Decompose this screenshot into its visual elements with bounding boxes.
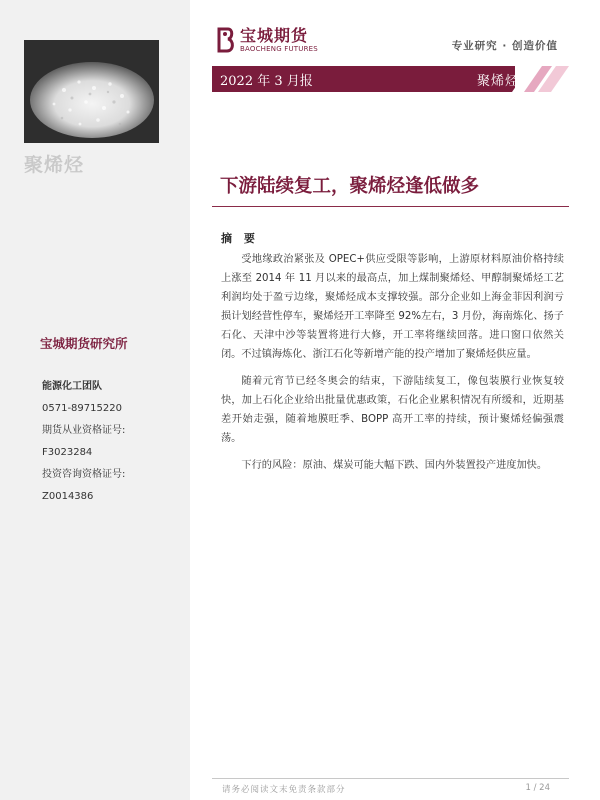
logo-english-name: BAOCHENG FUTURES [240,44,318,53]
page-number: 1 / 24 [525,783,550,793]
sidebar [0,0,190,800]
abstract-body [221,250,564,483]
logo-chinese-name: 宝城期货 [240,25,309,45]
team-name: 能源化工团队 [42,381,102,392]
plastic-pellets-image [24,40,159,143]
company-logo [216,24,318,56]
slogan: 专业研究 · 创造价值 [451,40,558,52]
futures-cert-number: F3023284 [42,447,93,458]
abstract-paragraph: 受地缘政治紧张及 OPEC+供应受限等影响，上游原材料原油价格持续上涨至 2014 年 11 月以来的最高点，加上煤制聚烯烃、甲醇制聚烯烃工艺利润均处于盈亏边缘，聚烯烃成本支撑较强。部分企业如上海金菲因利润亏损计划经营性停车，聚烯烃开工率降至 92%左右，3 月份，海南炼化、扬子石化、天津中沙等装置将进行大修，开工率将继续回落。进口窗口依然关闭。不过镇海炼化、浙江石化等新增产能的投产增加了聚烯烃供应量。 [221,254,564,360]
report-title: 下游陆续复工，聚烯烃逢低做多 [220,176,480,197]
report-date: 2022 年 3 月报 [220,74,313,89]
consult-cert-label: 投资咨询资格证号: [42,469,126,480]
futures-cert-label: 期货从业资格证号: [42,425,126,436]
footer-divider [212,778,569,779]
banner-product: 聚烯烃 [476,74,519,89]
product-photo [24,40,159,143]
abstract-paragraph: 随着元宵节已经冬奥会的结束，下游陆续复工，像包装膜行业恢复较快，加上石化企业给出批量优惠政策，石化企业累积情况有所缓和，近期基差开始走强，随着地膜旺季、BOPP 高开工率的持续，预计聚烯烃偏强震荡。 [221,376,564,444]
abstract-paragraph: 下行的风险：原油、煤炭可能大幅下跌、国内外装置投产进度加快。 [241,460,548,471]
title-divider [212,206,569,207]
abstract-heading: 摘 要 [221,232,259,245]
analyst-info [42,376,125,508]
institute-name: 宝城期货研究所 [40,336,128,351]
report-banner [212,66,569,92]
consult-cert-number: Z0014386 [42,491,94,502]
sidebar-product-name: 聚烯烃 [24,154,85,176]
phone-number: 0571-89715220 [42,403,122,414]
baocheng-logo-icon [216,27,236,53]
footer-disclaimer: 请务必阅读文末免责条款部分 [222,785,346,795]
